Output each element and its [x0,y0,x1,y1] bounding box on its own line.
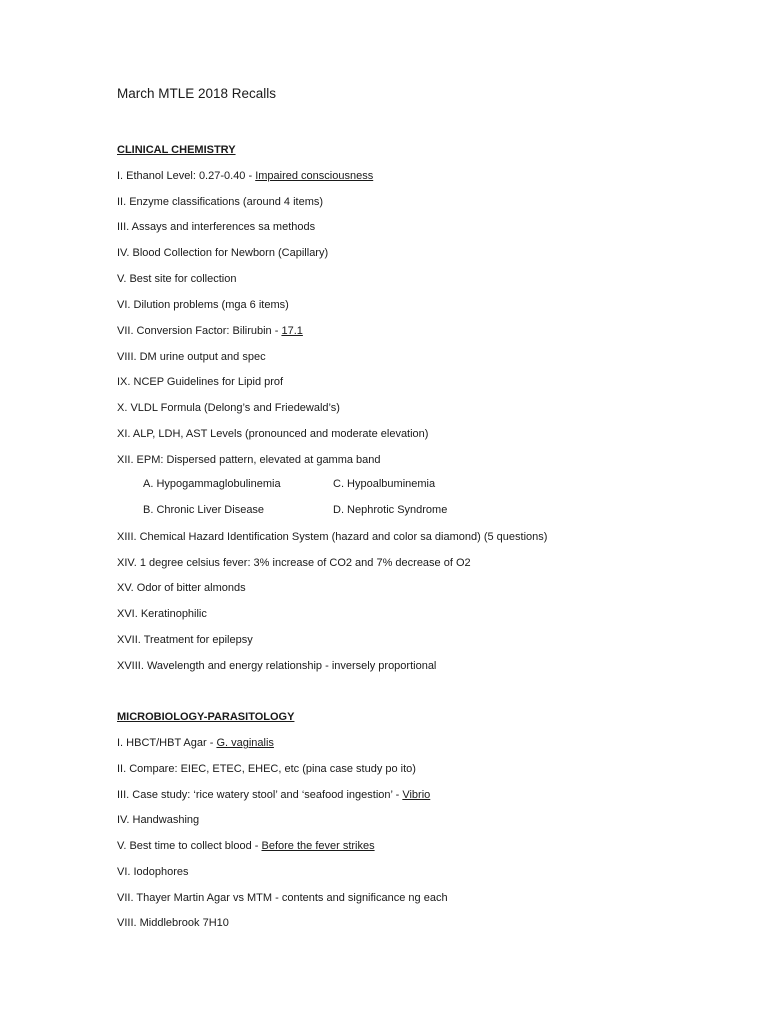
list-item: V. Best site for collection [117,273,237,285]
answer-text: Vibrio [402,789,431,801]
list-item: XVI. Keratinophilic [117,608,207,620]
list-item: IX. NCEP Guidelines for Lipid prof [117,376,284,388]
list-item: I. Ethanol Level: 0.27-0.40 - Impaired consciousness [117,170,374,182]
list-item: XIV. 1 degree celsius fever: 3% increase of CO2 and 7% decrease of O2 [117,557,471,569]
list-item: I. HBCT/HBT Agar - G. vaginalis [117,737,274,749]
choice-a: A. Hypogammaglobulinemia [143,478,281,490]
choice-c: C. Hypoalbuminemia [333,478,436,490]
document-title: March MTLE 2018 Recalls [117,86,277,101]
list-item: VI. Iodophores [117,866,189,878]
list-item: XVII. Treatment for epilepsy [117,634,253,646]
list-item: VIII. Middlebrook 7H10 [117,917,229,929]
list-item: VII. Thayer Martin Agar vs MTM - contents and significance ng each [117,892,448,904]
list-item: XVIII. Wavelength and energy relationship - inversely proportional [117,660,437,672]
list-item: V. Best time to collect blood - Before the fever strikes [117,840,375,852]
list-item: VII. Conversion Factor: Bilirubin - 17.1 [117,325,303,337]
answer-text: Impaired consciousness [255,170,374,182]
choice-d: D. Nephrotic Syndrome [333,504,448,516]
list-item: III. Case study: ‘rice watery stool’ and ‘seafood ingestion’ - Vibrio [117,789,431,801]
list-item: II. Compare: EIEC, ETEC, EHEC, etc (pina case study po ito) [117,763,416,775]
list-item: III. Assays and interferences sa methods [117,221,316,233]
section-heading-microbiology: MICROBIOLOGY-PARASITOLOGY [117,711,295,723]
choice-b: B. Chronic Liver Disease [143,504,265,516]
list-item: IV. Blood Collection for Newborn (Capillary) [117,247,329,259]
list-item: X. VLDL Formula (Delong’s and Friedewald’s) [117,402,340,414]
answer-text: Before the fever strikes [261,840,375,852]
list-item: IV. Handwashing [117,814,200,826]
list-item: XV. Odor of bitter almonds [117,582,246,594]
list-item: XII. EPM: Dispersed pattern, elevated at gamma band [117,454,381,466]
section-heading-clinical-chemistry: CLINICAL CHEMISTRY [117,144,236,156]
list-item: XIII. Chemical Hazard Identification System (hazard and color sa diamond) (5 questions) [117,531,548,543]
answer-text: G. vaginalis [216,737,274,749]
answer-text: 17.1 [281,325,303,337]
list-item: VIII. DM urine output and spec [117,351,266,363]
list-item: II. Enzyme classifications (around 4 items) [117,196,324,208]
list-item: XI. ALP, LDH, AST Levels (pronounced and moderate elevation) [117,428,429,440]
list-item: VI. Dilution problems (mga 6 items) [117,299,289,311]
